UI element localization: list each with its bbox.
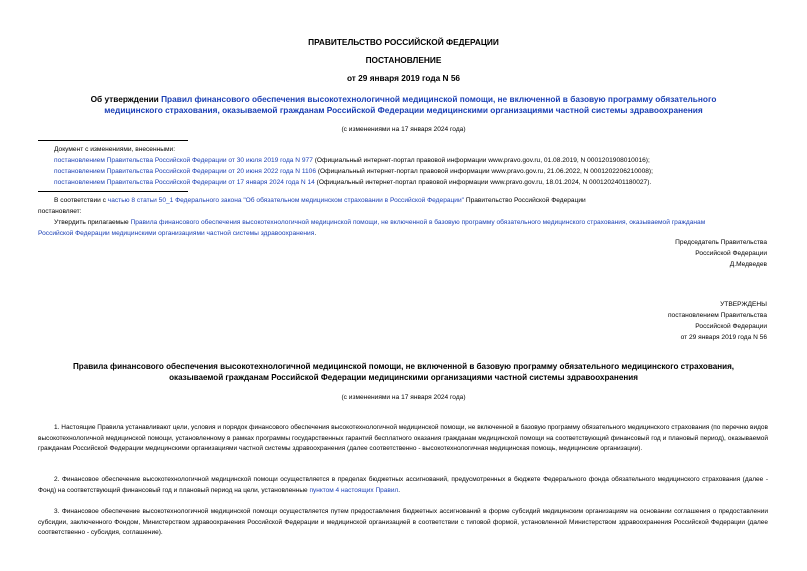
change-note: (Официальный интернет-портал правовой информации www.pravo.gov.ru, 21.06.2022, N 0001202206210008); bbox=[316, 168, 653, 175]
document-title-line-1 bbox=[0, 94, 807, 104]
change-link[interactable]: постановлением Правительства Российской Федерации от 30 июля 2019 года N 977 bbox=[54, 157, 313, 164]
approve-line-2 bbox=[38, 230, 316, 237]
rules-title-line-1: Правила финансового обеспечения высокотехнологичной медицинской помощи, не включенной в базовую программу обязательного медицинского страхования, bbox=[72, 362, 735, 371]
approve-text: Утвердить прилагаемые bbox=[54, 219, 131, 226]
signature-name: Д.Медведев bbox=[729, 261, 767, 268]
amended-note: (с изменениями на 17 января 2024 года) bbox=[341, 126, 466, 133]
signature-country: Российской Федерации bbox=[695, 250, 767, 257]
paragraph-text: 3. Финансовое обеспечение высокотехнологичной медицинской помощи осуществляется путем предоставления бюджетных ассигнований в форме субсидий медицинским организациям на основании соглашения о предоставлении субсидии, заключенного Фондом, Министерством здравоохранения Российской Федерации и медицинской организацией в соответствии с типовой формой, установленной Министерством здравоохранения Российской Федерации (далее соответственно - субсидия, соглашение). bbox=[38, 508, 768, 536]
document-title-line-2[interactable]: медицинского страхования, оказываемой гражданам Российской Федерации медицинскими организациями частной системы здравоохранения bbox=[104, 105, 703, 115]
rules-paragraph-2 bbox=[38, 475, 768, 496]
change-note: (Официальный интернет-портал правовой информации www.pravo.gov.ru, 01.08.2019, N 0001201908010016); bbox=[312, 157, 650, 164]
paragraph-text: 2. Финансовое обеспечение высокотехнологичной медицинской помощи осуществляется в пределах бюджетных ассигнований, предусмотренных в бюджете Федерального фонда обязательного медицинского страхования (далее - Фонд) на соответствующий финансовый год и плановый период на цели, установленные bbox=[38, 476, 768, 494]
date-number: от 29 января 2019 года N 56 bbox=[346, 73, 461, 83]
rules-paragraph-3 bbox=[38, 507, 768, 539]
doc-type-heading: ПОСТАНОВЛЕНИЕ bbox=[365, 55, 442, 65]
preamble-line-1 bbox=[54, 197, 586, 204]
change-note: (Официальный интернет-портал правовой информации www.pravo.gov.ru, 18.01.2024, N 0001202401180027). bbox=[314, 179, 652, 186]
preamble-text: В соответствии с bbox=[54, 197, 108, 204]
signature-block bbox=[675, 237, 767, 270]
rules-amended-note: (с изменениями на 17 января 2024 года) bbox=[341, 394, 466, 401]
paragraph-text: 1. Настоящие Правила устанавливают цели, условия и порядок финансового обеспечения высокотехнологичной медицинской помощи, не включенной в базовую программу обязательного медицинского страхования (по перечню видов высокотехнологичной медицинской помощи, установленному в рамках программы государственных гарантий бесплатного оказания гражданам медицинской помощи на соответствующий финансовый год и плановый период), оказываемой гражданам Российской Федерации медицинскими организациями частной системы здравоохранения (далее соответственно - высокотехнологичная медицинская помощь, медицинские организации). bbox=[38, 424, 768, 452]
change-item bbox=[54, 168, 653, 175]
clause-4-link[interactable]: пунктом 4 настоящих Правил bbox=[309, 486, 399, 494]
approved-by: постановлением Правительства bbox=[667, 312, 767, 319]
approved-heading: УТВЕРЖДЕНЫ bbox=[720, 301, 767, 308]
preamble-text: Правительство Российской Федерации bbox=[464, 197, 586, 204]
signature-title: Председатель Правительства bbox=[675, 239, 767, 246]
change-item bbox=[54, 179, 651, 186]
rules-title-line-2: оказываемой гражданам Российской Федерации медицинскими организациями частной системы здравоохранения bbox=[169, 373, 638, 382]
preamble-decree: постановляет: bbox=[38, 208, 82, 215]
divider-bottom bbox=[38, 191, 188, 192]
change-link[interactable]: постановлением Правительства Российской Федерации от 20 июня 2022 года N 1106 bbox=[54, 168, 317, 175]
government-heading: ПРАВИТЕЛЬСТВО РОССИЙСКОЙ ФЕДЕРАЦИИ bbox=[308, 37, 499, 47]
rules-title-link[interactable]: Правил финансового обеспечения высокотехнологичной медицинской помощи, не включенной в базовую программу обязательного bbox=[161, 94, 717, 104]
approved-block bbox=[668, 299, 767, 343]
approved-country: Российской Федерации bbox=[695, 323, 767, 330]
change-item bbox=[54, 157, 650, 164]
title-prefix: Об утверждении bbox=[90, 94, 162, 104]
paragraph-text-end: . bbox=[398, 486, 401, 494]
divider-top bbox=[38, 140, 188, 141]
rules-paragraph-1 bbox=[38, 423, 768, 455]
approve-text-end: . bbox=[314, 230, 317, 237]
approve-line-1 bbox=[54, 219, 705, 226]
rules-link-continued[interactable]: Российской Федерации медицинскими организациями частной системы здравоохранения bbox=[38, 230, 315, 237]
change-link[interactable]: постановлением Правительства Российской Федерации от 17 января 2024 года N 14 bbox=[54, 179, 315, 186]
approved-date: от 29 января 2019 года N 56 bbox=[680, 334, 767, 341]
rules-link[interactable]: Правила финансового обеспечения высокотехнологичной медицинской помощи, не включенной в базовую программу обязательного медицинского страхования, оказываемой гражданам bbox=[130, 219, 706, 226]
changes-intro: Документ с изменениями, внесенными: bbox=[54, 146, 176, 153]
federal-law-link[interactable]: частью 8 статьи 50_1 Федерального закона "Об обязательном медицинском страховании в Российской Федерации" bbox=[107, 197, 465, 204]
